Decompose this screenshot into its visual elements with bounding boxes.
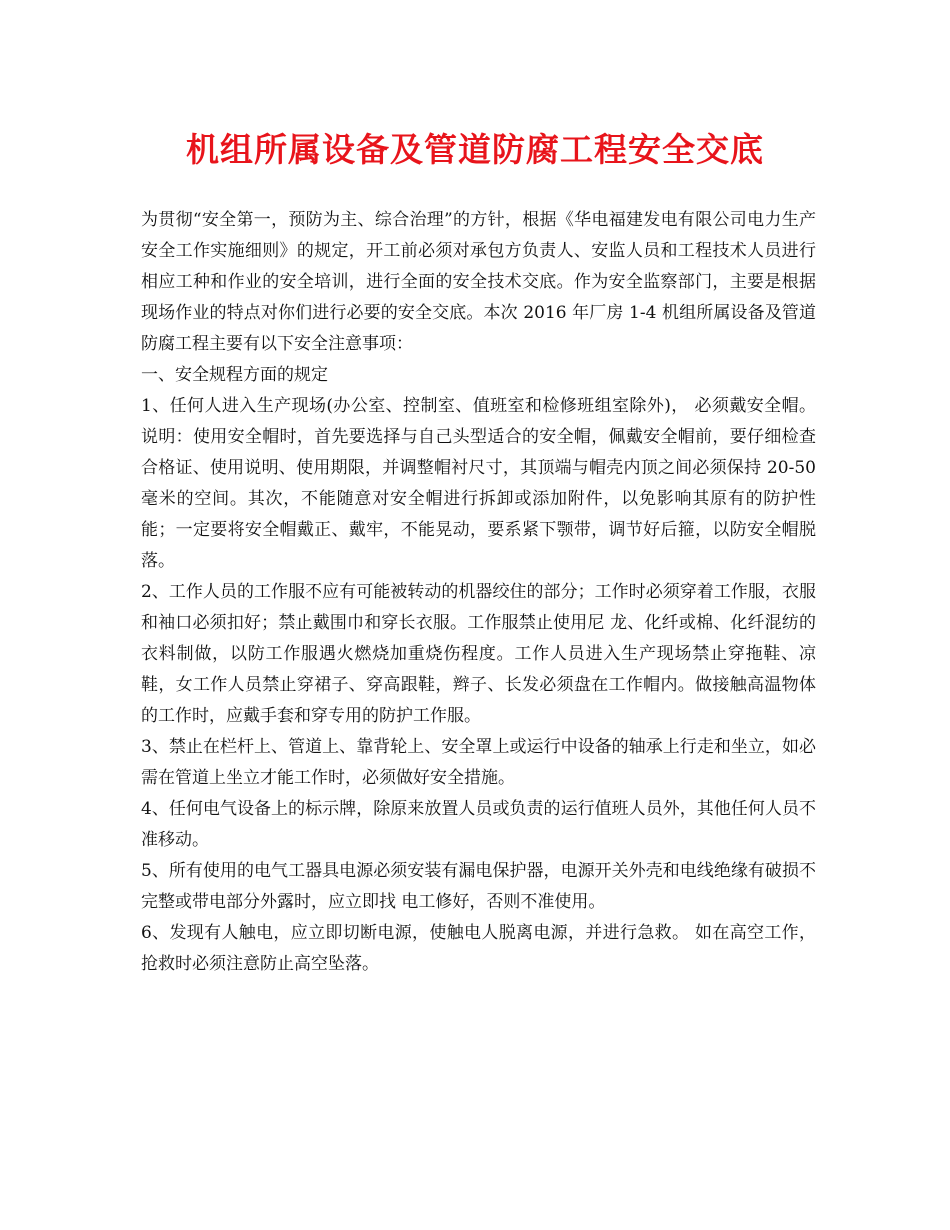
document-body [141, 205, 816, 980]
intro-paragraph: 为贯彻“安全第一，预防为主、综合治理”的方针，根据《华电福建发电有限公司电力生产安全工作实施细则》的规定，开工前必须对承包方负责人、安监人员和工程技术人员进行相应工种和作业的安全培训，进行全面的安全技术交底。作为安全监察部门，主要是根据现场作业的特点对你们进行必要的安全交底。本次 2016 年厂房 1-4 机组所属设备及管道防腐工程主要有以下安全注意事项： [141, 210, 816, 354]
rule-item-2: 2、工作人员的工作服不应有可能被转动的机器绞住的部分；工作时必须穿着工作服，衣服和袖口必须扣好；禁止戴围巾和穿长衣服。工作服禁止使用尼 龙、化纤或棉、化纤混纺的衣料制做，以防工作服遇火燃烧加重烧伤程度。工作人员进入生产现场禁止穿拖鞋、凉鞋，女工作人员禁止穿裙子、穿高跟鞋，辫子、长发必须盘在工作帽内。做接触高温物体的工作时，应戴手套和穿专用的防护工作服。 [141, 582, 816, 726]
rule-item-5: 5、所有使用的电气工器具电源必须安装有漏电保护器，电源开关外壳和电线绝缘有破损不完整或带电部分外露时，应立即找 电工修好，否则不准使用。 [141, 861, 816, 912]
rule-item-6: 6、发现有人触电，应立即切断电源，使触电人脱离电源，并进行急救。 如在高空工作，抢救时必须注意防止高空坠落。 [141, 923, 816, 974]
rule-item-3: 3、禁止在栏杆上、管道上、靠背轮上、安全罩上或运行中设备的轴承上行走和坐立，如必需在管道上坐立才能工作时，必须做好安全措施。 [141, 737, 816, 788]
document-title: 机组所属设备及管道防腐工程安全交底 [186, 130, 764, 169]
rule-item-4: 4、任何电气设备上的标示牌，除原来放置人员或负责的运行值班人员外，其他任何人员不准移动。 [141, 799, 816, 850]
rule-item-1: 1、任何人进入生产现场(办公室、控制室、值班室和检修班组室除外)， 必须戴安全帽。说明：使用安全帽时，首先要选择与自己头型适合的安全帽，佩戴安全帽前，要仔细检查合格证、使用说明、使用期限，并调整帽衬尺寸，其顶端与帽壳内顶之间必须保持 20-50 毫米的空间。其次，不能随意对安全帽进行拆卸或添加附件，以免影响其原有的防护性能；一定要将安全帽戴正、戴牢，不能晃动，要系紧下颚带，调节好后箍，以防安全帽脱落。 [141, 396, 816, 571]
section-heading: 一、安全规程方面的规定 [141, 365, 328, 385]
